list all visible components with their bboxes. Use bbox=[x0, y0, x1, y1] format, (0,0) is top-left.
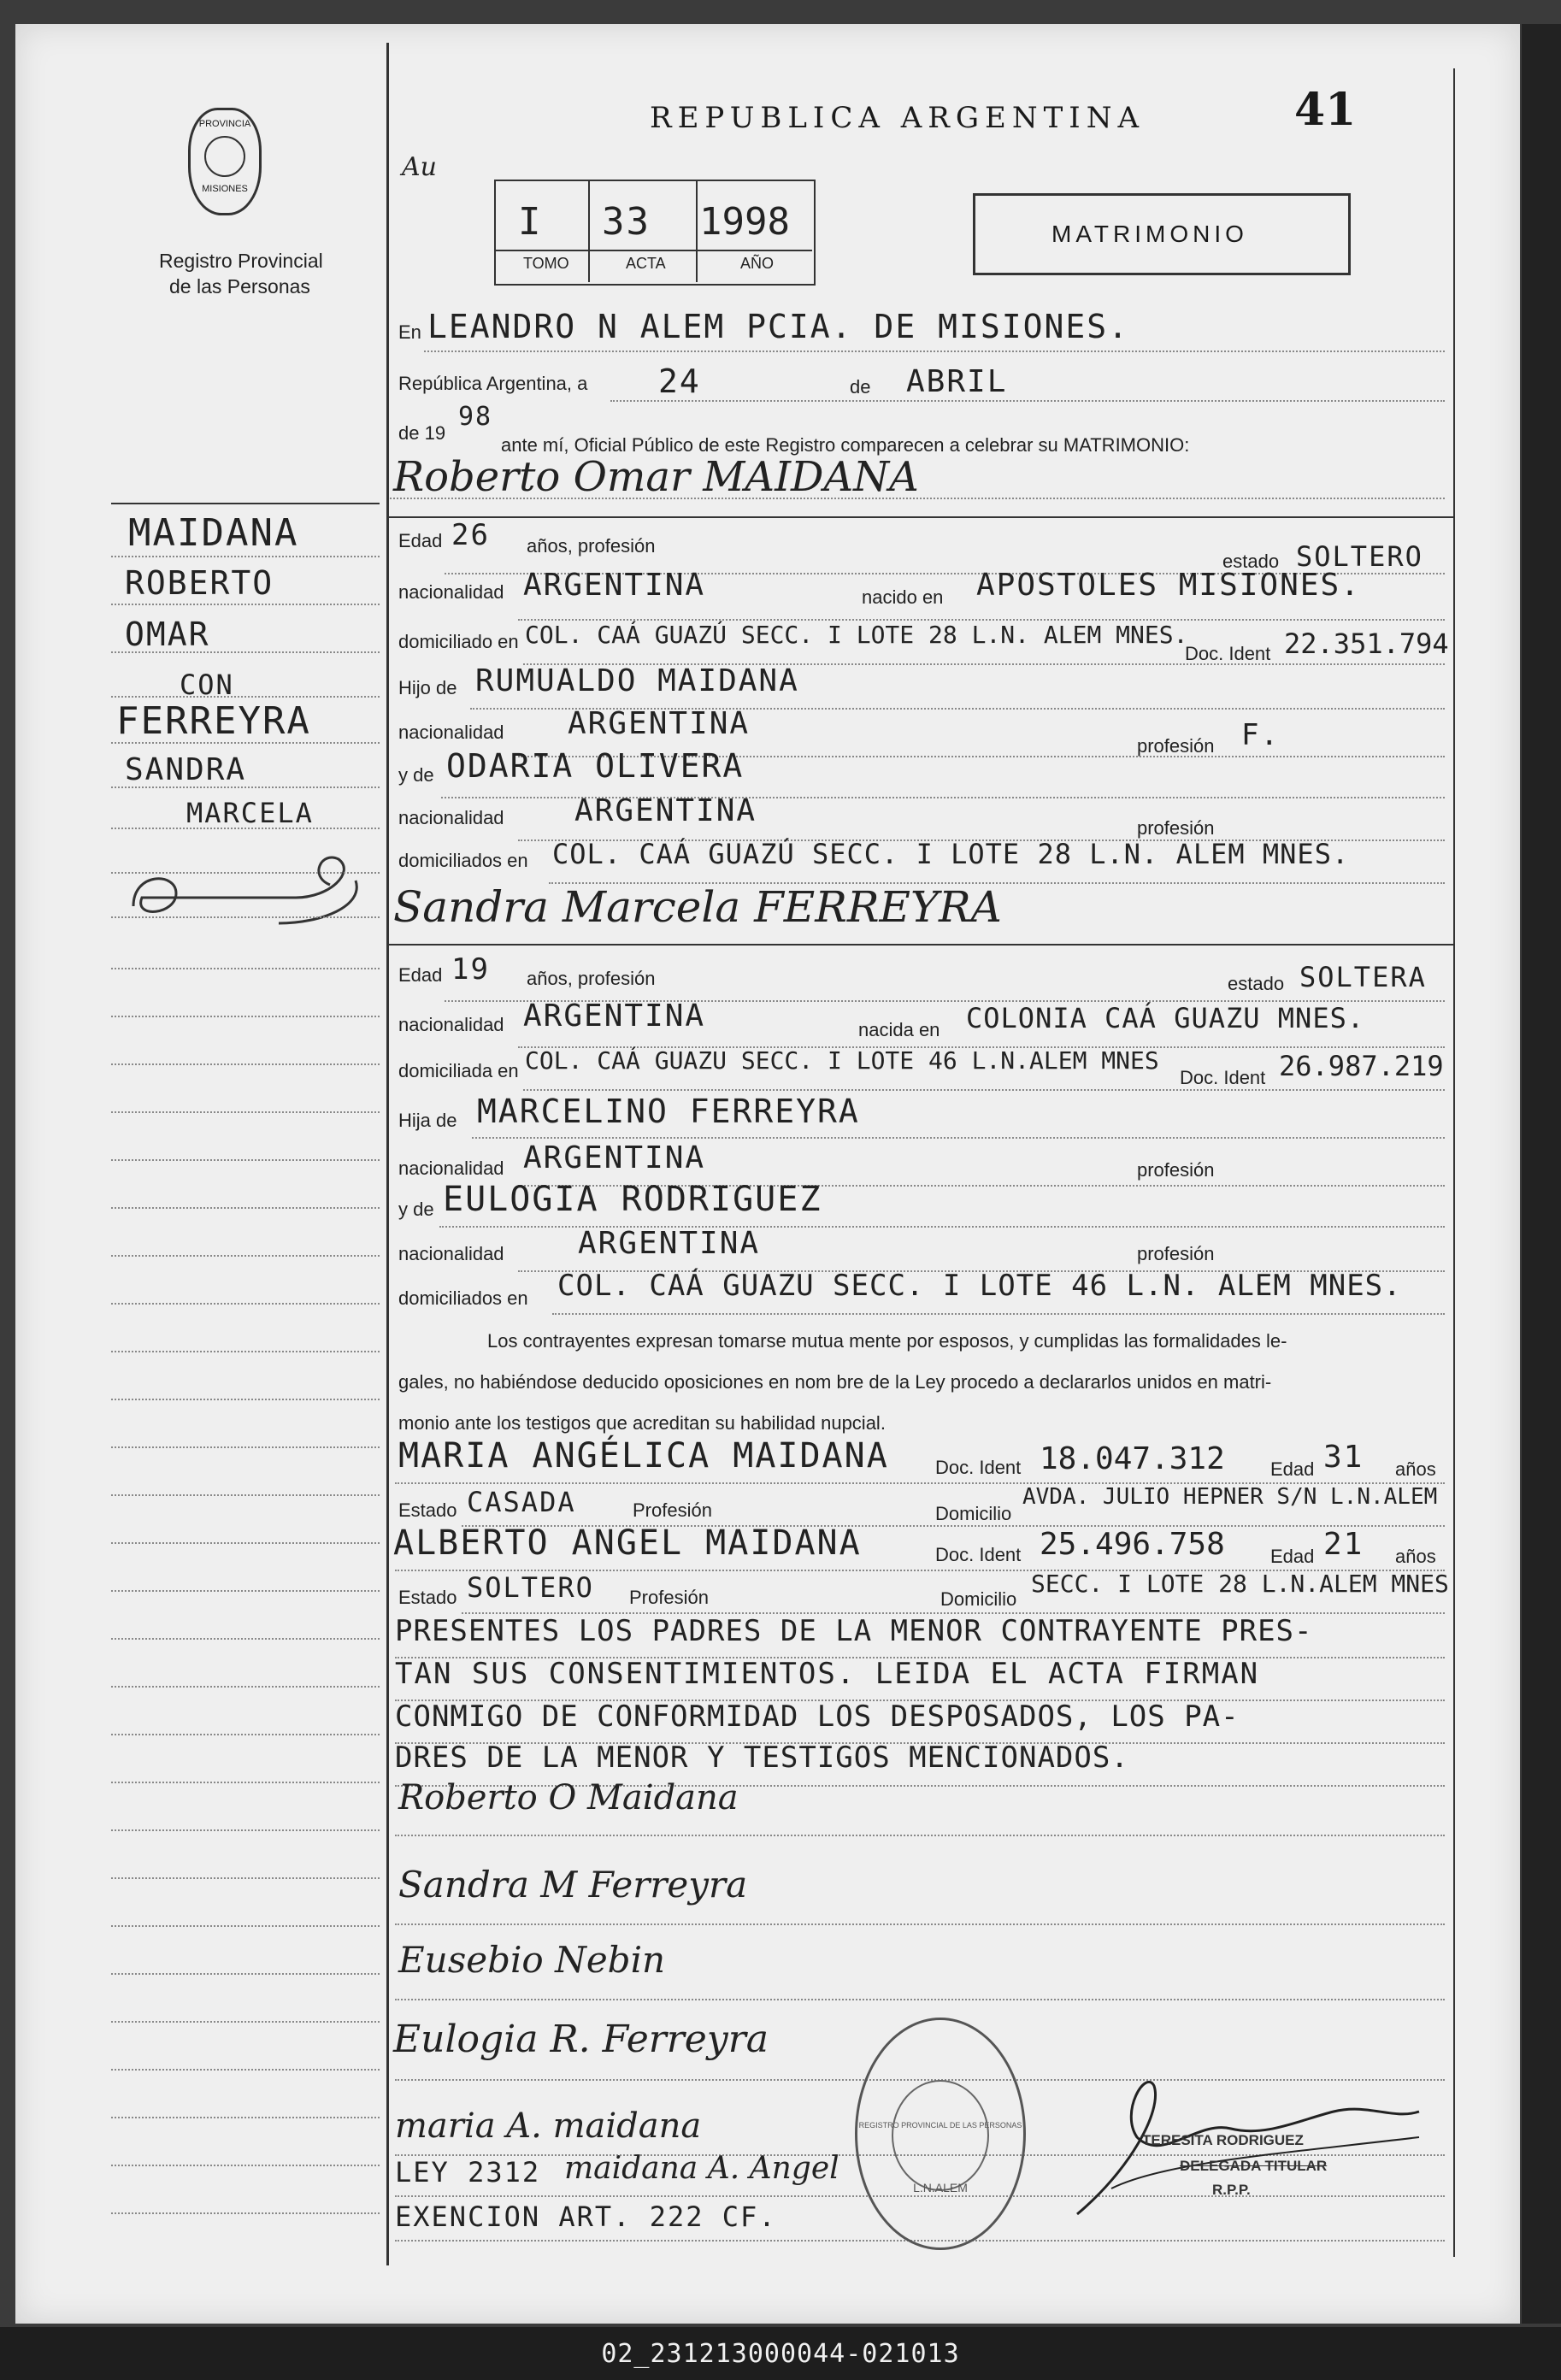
witness1-profesion-label: Profesión bbox=[633, 1499, 712, 1521]
bride-mother-nac-label: nacionalidad bbox=[398, 1243, 504, 1264]
groom-estado-label: estado bbox=[1222, 551, 1280, 572]
bride-father-prof-label: profesión bbox=[1137, 1159, 1215, 1181]
bride-doc-label: Doc. Ident bbox=[1180, 1067, 1266, 1088]
groom-father-prof: F. bbox=[1241, 718, 1280, 752]
bride-dom-label: domiciliada en bbox=[398, 1060, 519, 1081]
witness1-estado-label: Estado bbox=[398, 1499, 457, 1521]
handwritten-annotation: Au bbox=[402, 152, 437, 182]
month-value: ABRIL bbox=[906, 364, 1008, 399]
bride-edad-label: Edad bbox=[398, 964, 443, 986]
bride-section-rule bbox=[388, 944, 1453, 946]
acta-label: ACTA bbox=[626, 255, 666, 272]
witness2-profesion-label: Profesión bbox=[629, 1587, 709, 1608]
scan-footer bbox=[0, 2327, 1561, 2380]
groom-father-nac-label: nacionalidad bbox=[398, 722, 504, 743]
witness2-anos-label: años bbox=[1395, 1546, 1436, 1567]
witness2-domicilio-label: Domicilio bbox=[940, 1588, 1017, 1610]
bride-estado-label: estado bbox=[1228, 973, 1285, 994]
margin-name-7: MARCELA bbox=[186, 797, 314, 829]
witness2-estado-label: Estado bbox=[398, 1587, 457, 1608]
margin-name-2: ROBERTO bbox=[125, 564, 274, 602]
bride-father: MARCELINO FERREYRA bbox=[477, 1093, 860, 1130]
bride-hija-label: Hija de bbox=[398, 1110, 457, 1131]
bride-domicilio: COL. CAÁ GUAZU SECC. I LOTE 46 L.N.ALEM MNES bbox=[525, 1046, 1159, 1075]
de-label: de bbox=[850, 376, 871, 398]
witness2-edad-label: Edad bbox=[1270, 1546, 1315, 1567]
margin-flourish bbox=[125, 846, 373, 932]
tomo-value: I bbox=[518, 200, 543, 244]
groom-parents-dom-label: domiciliados en bbox=[398, 850, 528, 871]
groom-dom-label: domiciliado en bbox=[398, 631, 519, 652]
signature-rule-3 bbox=[395, 1999, 1445, 2000]
bride-doc: 26.987.219 bbox=[1279, 1050, 1444, 1082]
note-line-3: CONMIGO DE CONFORMIDAD LOS DESPOSADOS, LOS PA- bbox=[395, 1700, 1240, 1734]
law-note: LEY 2312 bbox=[395, 2156, 541, 2189]
bride-father-nac: ARGENTINA bbox=[523, 1140, 706, 1175]
witness1-domicilio: AVDA. JULIO HEPNER S/N L.N.ALEM bbox=[1022, 1484, 1438, 1510]
book-binding bbox=[1522, 24, 1561, 2324]
stamp-inner-ring bbox=[892, 2080, 989, 2191]
groom-yde-label: y de bbox=[398, 764, 434, 786]
bride-birthplace: COLONIA CAÁ GUAZU MNES. bbox=[966, 1002, 1365, 1034]
groom-hijo-label: Hijo de bbox=[398, 677, 457, 698]
official-name: TERESITA RODRIGUEZ bbox=[1142, 2132, 1304, 2148]
witness2-estado: SOLTERO bbox=[467, 1571, 594, 1604]
official-title: DELEGADA TITULAR bbox=[1180, 2158, 1328, 2174]
signature-mother: Eulogia R. Ferreyra bbox=[393, 2018, 769, 2061]
groom-doc: 22.351.794 bbox=[1284, 627, 1449, 660]
bride-dom-line bbox=[523, 1089, 1445, 1091]
stamp-center-text: L.N.ALEM bbox=[913, 2181, 968, 2194]
signature-bride: Sandra M Ferreyra bbox=[398, 1864, 748, 1906]
margin-name-6: SANDRA bbox=[125, 752, 247, 787]
groom-father: RUMUALDO MAIDANA bbox=[475, 663, 799, 698]
acta-value: 33 bbox=[602, 200, 651, 244]
margin-name-4: CON bbox=[180, 669, 234, 701]
groom-domicilio: COL. CAÁ GUAZÚ SECC. I LOTE 28 L.N. ALEM MNES. bbox=[525, 621, 1188, 649]
bride-parents-dom-line bbox=[552, 1313, 1445, 1315]
registry-line-2: de las Personas bbox=[169, 275, 310, 298]
record-box-rule bbox=[496, 250, 812, 251]
groom-father-nac: ARGENTINA bbox=[568, 706, 751, 741]
seal-circle bbox=[204, 136, 245, 177]
place-line bbox=[424, 351, 1445, 352]
groom-mother-prof-label: profesión bbox=[1137, 817, 1215, 839]
bride-mother: EULOGIA RODRIGUEZ bbox=[443, 1180, 822, 1219]
record-box-divider-2 bbox=[696, 181, 698, 282]
tomo-label: TOMO bbox=[523, 255, 569, 272]
witness2-doc-label: Doc. Ident bbox=[935, 1544, 1022, 1565]
republica-label: República Argentina, a bbox=[398, 373, 588, 394]
bride-parents-dom: COL. CAÁ GUAZU SECC. I LOTE 46 L.N. ALEM MNES. bbox=[557, 1269, 1402, 1303]
witness1-doc: 18.047.312 bbox=[1040, 1441, 1225, 1476]
formal-text-3: monio ante los testigos que acreditan su habilidad nupcial. bbox=[398, 1412, 886, 1434]
bride-name: Sandra Marcela FERREYRA bbox=[393, 882, 1002, 932]
groom-anos-profesion: años, profesión bbox=[527, 535, 656, 557]
bride-father-line bbox=[472, 1137, 1445, 1139]
right-border bbox=[1453, 68, 1455, 2257]
witness1-domicilio-label: Domicilio bbox=[935, 1503, 1012, 1524]
place-value: LEANDRO N ALEM PCIA. DE MISIONES. bbox=[427, 308, 1129, 345]
bride-parents-dom-label: domiciliados en bbox=[398, 1287, 528, 1309]
register-page bbox=[15, 24, 1520, 2324]
exemption-note: EXENCION ART. 222 CF. bbox=[395, 2200, 777, 2233]
groom-estado: SOLTERO bbox=[1296, 540, 1423, 573]
year-prefix: de 19 bbox=[398, 422, 446, 444]
witness2-domicilio: SECC. I LOTE 28 L.N.ALEM MNES bbox=[1031, 1570, 1449, 1598]
stamp-outer-text: REGISTRO PROVINCIAL DE LAS PERSONAS bbox=[858, 2121, 1022, 2130]
witness2-age: 21 bbox=[1323, 1527, 1364, 1562]
ano-label: AÑO bbox=[740, 255, 775, 272]
en-label: En bbox=[398, 321, 421, 343]
groom-nac-label: nacionalidad bbox=[398, 581, 504, 603]
margin-name-1: MAIDANA bbox=[128, 511, 299, 555]
signature-rule-2 bbox=[395, 1923, 1445, 1925]
margin-divider bbox=[386, 43, 389, 2265]
bride-mother-nac: ARGENTINA bbox=[578, 1226, 761, 1261]
day-value: 24 bbox=[658, 362, 701, 400]
formal-text-2: gales, no habiéndose deducido oposiciones en nom bre de la Ley procedo a declararlos unidos en matri- bbox=[398, 1371, 1272, 1393]
intro-text: ante mí, Oficial Público de este Registro comparecen a celebrar su MATRIMONIO: bbox=[501, 434, 1190, 456]
signature-rule-1 bbox=[395, 1835, 1445, 1836]
registry-line-1: Registro Provincial bbox=[159, 250, 323, 272]
seal-top-text: PROVINCIA bbox=[198, 119, 251, 129]
date-line bbox=[610, 400, 1445, 402]
groom-father-prof-label: profesión bbox=[1137, 735, 1215, 757]
ano-value: 1998 bbox=[699, 200, 790, 244]
bride-yde-label: y de bbox=[398, 1199, 434, 1220]
formal-text-1: Los contrayentes expresan tomarse mutua mente por esposos, y cumplidas las formalidades le- bbox=[487, 1330, 1287, 1352]
bride-anos-profesion: años, profesión bbox=[527, 968, 656, 989]
official-office: R.P.P. bbox=[1212, 2182, 1251, 2198]
margin-name-3: OMAR bbox=[125, 616, 210, 653]
groom-doc-label: Doc. Ident bbox=[1185, 643, 1271, 664]
groom-name: Roberto Omar MAIDANA bbox=[393, 453, 919, 501]
groom-age: 26 bbox=[451, 518, 490, 552]
signature-groom: Roberto O Maidana bbox=[398, 1778, 739, 1817]
bride-estado: SOLTERA bbox=[1299, 961, 1427, 993]
witness1-age: 31 bbox=[1323, 1440, 1364, 1475]
witness1-doc-label: Doc. Ident bbox=[935, 1457, 1022, 1478]
witness1-anos-label: años bbox=[1395, 1458, 1436, 1480]
groom-parents-dom: COL. CAÁ GUAZÚ SECC. I LOTE 28 L.N. ALEM MNES. bbox=[552, 838, 1350, 870]
official-stamp bbox=[855, 2018, 1026, 2250]
witness1-edad-label: Edad bbox=[1270, 1458, 1315, 1480]
doc-type: MATRIMONIO bbox=[1051, 221, 1248, 247]
page-number: 41 bbox=[1294, 84, 1357, 136]
groom-mother-nac: ARGENTINA bbox=[574, 793, 757, 828]
groom-edad-label: Edad bbox=[398, 530, 443, 551]
signature-witness1: maria A. maidana bbox=[395, 2106, 702, 2146]
bride-nacionalidad: ARGENTINA bbox=[523, 999, 706, 1034]
bride-father-nac-label: nacionalidad bbox=[398, 1158, 504, 1179]
record-box-divider-1 bbox=[588, 181, 590, 282]
groom-birthplace: APOSTOLES MISIONES. bbox=[976, 568, 1361, 603]
registry-seal bbox=[188, 108, 262, 215]
year-suffix: 98 bbox=[458, 402, 493, 432]
groom-nacido-label: nacido en bbox=[862, 586, 944, 608]
signature-witness2: maidana A. Angel bbox=[564, 2151, 839, 2186]
witness1-estado: CASADA bbox=[467, 1486, 576, 1518]
note-line-1: PRESENTES LOS PADRES DE LA MENOR CONTRAYENTE PRES- bbox=[395, 1614, 1313, 1648]
seal-bottom-text: MISIONES bbox=[202, 184, 248, 194]
bride-mother-prof-label: profesión bbox=[1137, 1243, 1215, 1264]
groom-name-line bbox=[390, 498, 1445, 499]
groom-section-rule bbox=[388, 516, 1453, 518]
note-line-4: DRES DE LA MENOR Y TESTIGOS MENCIONADOS. bbox=[395, 1741, 1129, 1775]
bride-nacida-label: nacida en bbox=[858, 1019, 940, 1040]
country-title: REPUBLICA ARGENTINA bbox=[650, 101, 1146, 135]
note-line-2: TAN SUS CONSENTIMIENTOS. LEIDA EL ACTA FIRMAN bbox=[395, 1657, 1260, 1691]
margin-name-5: FERREYRA bbox=[116, 699, 311, 743]
scan-id: 02_231213000044-021013 bbox=[601, 2339, 960, 2369]
groom-mother: ODARIA OLIVERA bbox=[446, 747, 745, 785]
witness1-name: MARIA ANGÉLICA MAIDANA bbox=[398, 1436, 889, 1476]
bride-nac-label: nacionalidad bbox=[398, 1014, 504, 1035]
groom-mother-nac-label: nacionalidad bbox=[398, 807, 504, 828]
groom-nacionalidad: ARGENTINA bbox=[523, 568, 706, 603]
witness2-name: ALBERTO ANGEL MAIDANA bbox=[393, 1523, 862, 1563]
witness2-doc: 25.496.758 bbox=[1040, 1527, 1225, 1562]
bride-age: 19 bbox=[451, 952, 490, 987]
signature-father: Eusebio Nebin bbox=[398, 1939, 666, 1981]
